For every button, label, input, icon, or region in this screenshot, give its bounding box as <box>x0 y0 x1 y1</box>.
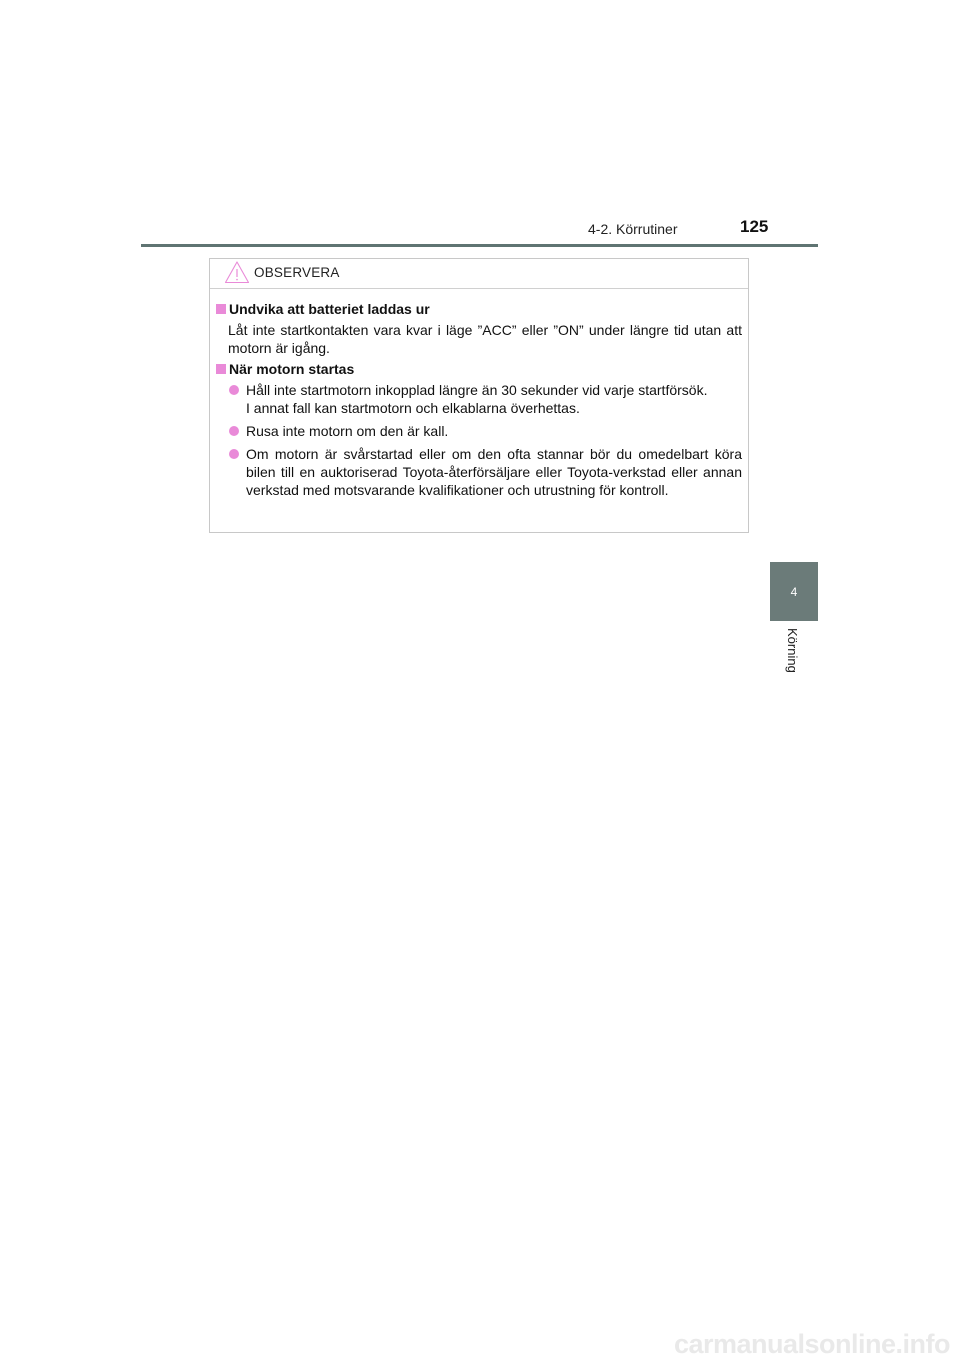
round-bullet-icon <box>229 385 239 395</box>
chapter-tab <box>770 562 818 621</box>
list-item-line: Om motorn är svårstartad eller om den ofta stannar bör du omedelbart köra bilen till en auktoriserad Toyota-återförsäljare eller Toyota-verkstad eller annan verkstad med motsvarande kvalifikationer och utrustning för kontroll. <box>246 446 742 498</box>
section-paragraph: Låt inte startkontakten vara kvar i läge ”ACC” eller ”ON” under längre tid utan att motorn är igång. <box>228 322 742 356</box>
list-item <box>229 422 742 440</box>
round-bullet-icon <box>229 426 239 436</box>
warning-triangle-icon <box>224 260 250 284</box>
list-item <box>229 445 742 499</box>
section-heading <box>216 300 742 318</box>
header-rule <box>141 244 818 247</box>
header-section: 4-2. Körrutiner <box>588 221 678 237</box>
list-item-text <box>246 422 742 440</box>
list-item <box>229 381 742 417</box>
page-number: 125 <box>740 217 769 236</box>
round-bullet-icon <box>229 449 239 459</box>
list-item-text <box>246 381 742 417</box>
list-item-text <box>246 445 742 499</box>
chapter-number: 4 <box>790 584 798 599</box>
notice-body <box>210 289 748 499</box>
notice-title: OBSERVERA <box>254 265 340 280</box>
section-heading-text: Undvika att batteriet laddas ur <box>229 301 430 317</box>
list-item-line: Håll inte startmotorn inkopplad längre än 30 sekunder vid varje startförsök. <box>246 382 708 398</box>
square-bullet-icon <box>216 304 226 314</box>
notice-box <box>209 258 749 533</box>
site-watermark: carmanualsonline.info <box>673 1329 950 1359</box>
section-heading-text: När motorn startas <box>229 361 355 377</box>
square-bullet-icon <box>216 364 226 374</box>
list-item-line: Rusa inte motorn om den är kall. <box>246 423 449 439</box>
list-item-line: I annat fall kan startmotorn och elkablarna överhettas. <box>246 400 580 416</box>
section-heading <box>216 360 742 378</box>
chapter-label: Körning <box>785 628 800 673</box>
notice-header <box>210 259 748 289</box>
